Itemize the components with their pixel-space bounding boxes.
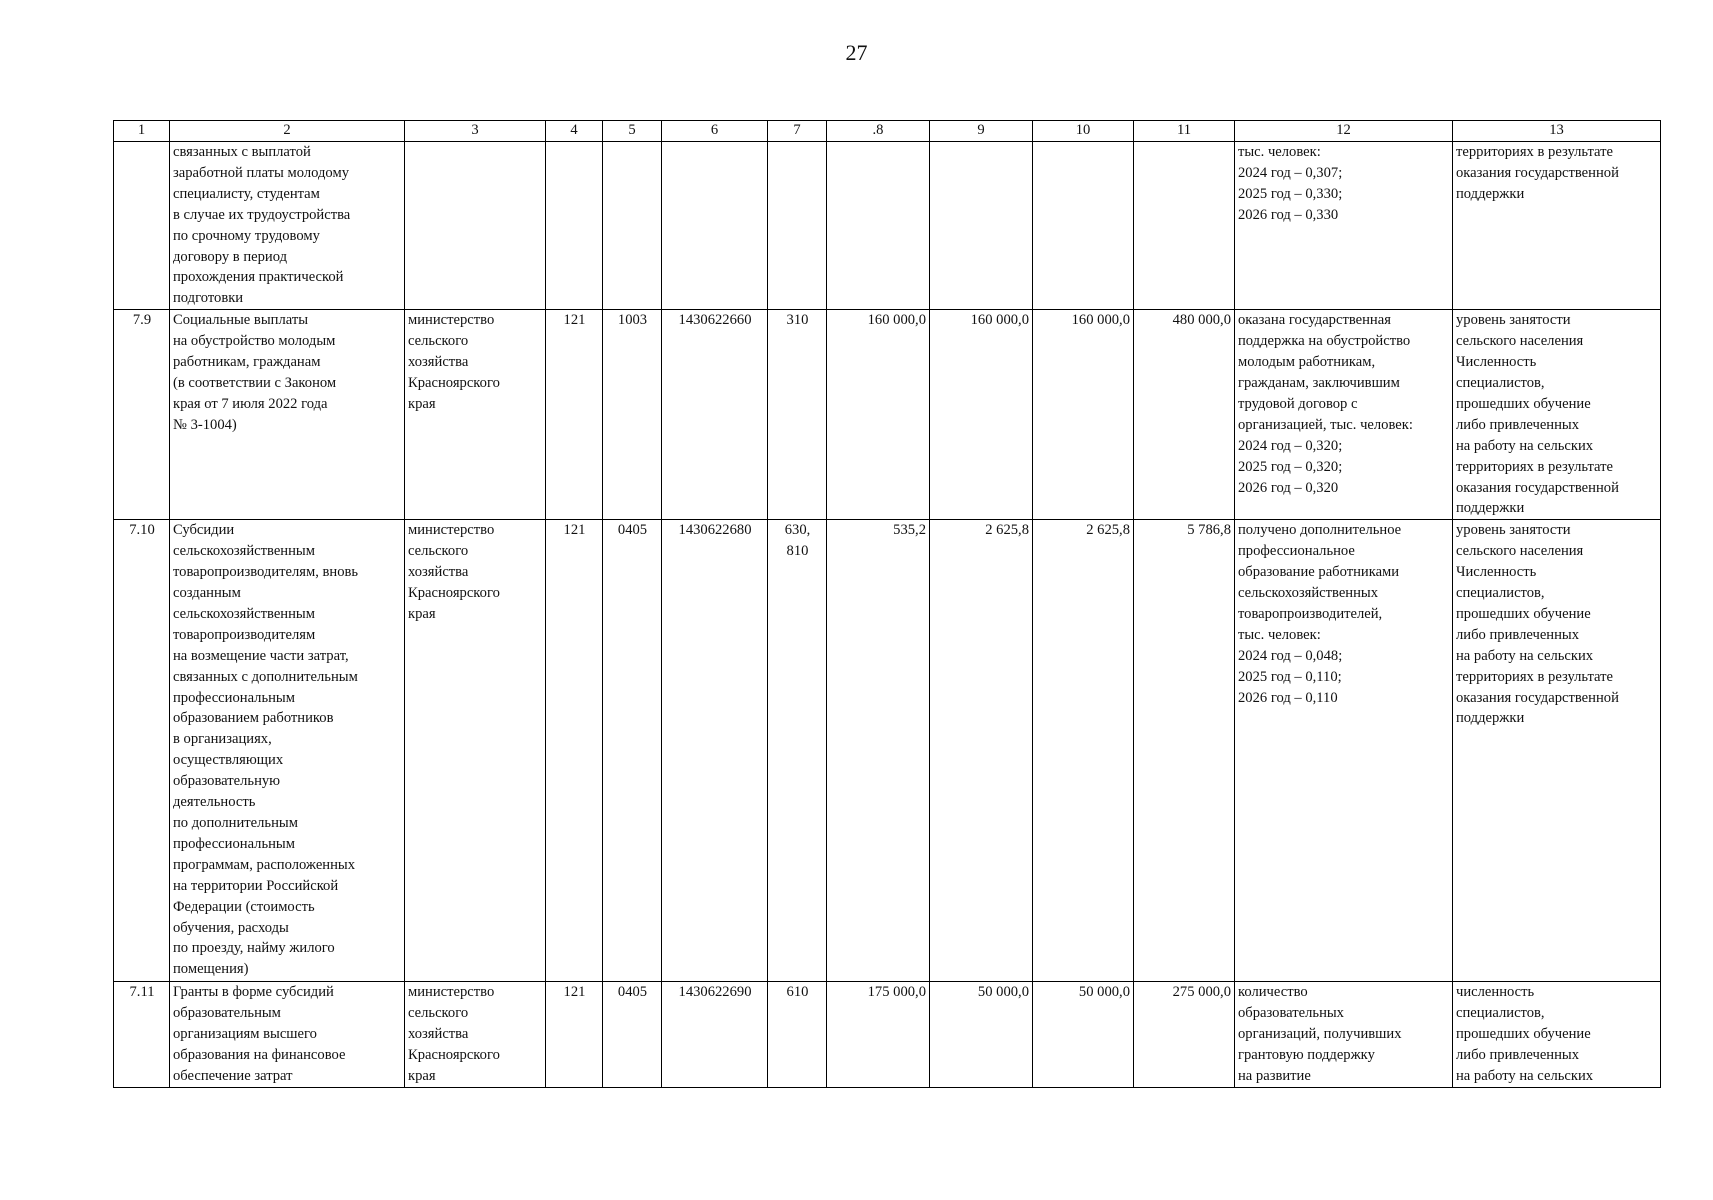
amount-2026 — [1033, 142, 1134, 310]
executor: министерство сельского хозяйства Красноярского края — [405, 982, 546, 1088]
amount-2024: 175 000,0 — [827, 982, 930, 1088]
expected-result: получено дополнительное профессиональное образование работниками сельскохозяйственных товаропроизводителей, тыс. человек: 2024 год – 0,048; 2025 год – 0,110; 2026 год – 0,110 — [1235, 520, 1453, 982]
indicator: численность специалистов, прошедших обучение либо привлеченных на работу на сельских — [1453, 982, 1661, 1088]
executor — [405, 142, 546, 310]
table-header — [114, 121, 1661, 142]
header-cell-10: 10 — [1033, 121, 1134, 142]
header-cell-3: 3 — [405, 121, 546, 142]
header-row — [114, 121, 1661, 142]
executor: министерство сельского хозяйства Красноярского края — [405, 520, 546, 982]
page-number: 27 — [845, 40, 868, 65]
row-number: 7.9 — [114, 310, 170, 520]
grbs-code: 121 — [546, 520, 603, 982]
csr-code: 1430622690 — [662, 982, 768, 1088]
table-row — [114, 520, 1661, 982]
header-cell-2: 2 — [170, 121, 405, 142]
grbs-code: 121 — [546, 310, 603, 520]
amount-total: 275 000,0 — [1134, 982, 1235, 1088]
indicator: территориях в результате оказания государственной поддержки — [1453, 142, 1661, 310]
rzpr-code: 0405 — [603, 982, 662, 1088]
rzpr-code: 1003 — [603, 310, 662, 520]
amount-2024 — [827, 142, 930, 310]
amount-2025: 2 625,8 — [930, 520, 1033, 982]
amount-total — [1134, 142, 1235, 310]
row-number: 7.11 — [114, 982, 170, 1088]
header-cell-9: 9 — [930, 121, 1033, 142]
header-cell-5: 5 — [603, 121, 662, 142]
amount-2026: 50 000,0 — [1033, 982, 1134, 1088]
amount-2025: 160 000,0 — [930, 310, 1033, 520]
header-cell-12: 12 — [1235, 121, 1453, 142]
csr-code — [662, 142, 768, 310]
vr-code: 610 — [768, 982, 827, 1088]
expected-result: количество образовательных организаций, получивших грантовую поддержку на развитие — [1235, 982, 1453, 1088]
amount-2025: 50 000,0 — [930, 982, 1033, 1088]
vr-code: 630, 810 — [768, 520, 827, 982]
amount-total: 480 000,0 — [1134, 310, 1235, 520]
rzpr-code: 0405 — [603, 520, 662, 982]
csr-code: 1430622660 — [662, 310, 768, 520]
indicator: уровень занятости сельского населения Численность специалистов, прошедших обучение либо привлеченных на работу на сельских территориях в результате оказания государственной поддержки — [1453, 520, 1661, 982]
measure-name: Социальные выплаты на обустройство молодым работникам, гражданам (в соответствии с Законом края от 7 июля 2022 года № 3-1004) — [170, 310, 405, 520]
measure-name: Субсидии сельскохозяйственным товаропроизводителям, вновь созданным сельскохозяйственным товаропроизводителям на возмещение части затрат, связанных с дополнительным профессиональным образованием работников в организациях, осуществляющих образовательную деятельность по дополнительным профессиональным программам, расположенных на территории Российской Федерации (стоимость обучения, расходы по проезду, найму жилого помещения) — [170, 520, 405, 982]
grbs-code: 121 — [546, 982, 603, 1088]
header-cell-13: 13 — [1453, 121, 1661, 142]
header-cell-11: 11 — [1134, 121, 1235, 142]
amount-2024: 160 000,0 — [827, 310, 930, 520]
rzpr-code — [603, 142, 662, 310]
program-measures-table — [113, 120, 1661, 1088]
header-cell-8: .8 — [827, 121, 930, 142]
executor: министерство сельского хозяйства Красноярского края — [405, 310, 546, 520]
header-cell-1: 1 — [114, 121, 170, 142]
expected-result: оказана государственная поддержка на обустройство молодым работникам, гражданам, заключившим трудовой договор с организацией, тыс. человек: 2024 год – 0,320; 2025 год – 0,320; 2026 год – 0,320 — [1235, 310, 1453, 520]
amount-2026: 160 000,0 — [1033, 310, 1134, 520]
measure-name: Гранты в форме субсидий образовательным организациям высшего образования на финансовое обеспечение затрат — [170, 982, 405, 1088]
amount-2025 — [930, 142, 1033, 310]
header-cell-7: 7 — [768, 121, 827, 142]
row-number: 7.10 — [114, 520, 170, 982]
table-row — [114, 310, 1661, 520]
indicator: уровень занятости сельского населения Численность специалистов, прошедших обучение либо привлеченных на работу на сельских территориях в результате оказания государственной поддержки — [1453, 310, 1661, 520]
vr-code: 310 — [768, 310, 827, 520]
table-row — [114, 982, 1661, 1088]
header-cell-4: 4 — [546, 121, 603, 142]
vr-code — [768, 142, 827, 310]
expected-result: тыс. человек: 2024 год – 0,307; 2025 год – 0,330; 2026 год – 0,330 — [1235, 142, 1453, 310]
row-number — [114, 142, 170, 310]
table-row — [114, 142, 1661, 310]
header-cell-6: 6 — [662, 121, 768, 142]
grbs-code — [546, 142, 603, 310]
table-body — [114, 142, 1661, 1088]
amount-2024: 535,2 — [827, 520, 930, 982]
csr-code: 1430622680 — [662, 520, 768, 982]
measure-name: связанных с выплатой заработной платы молодому специалисту, студентам в случае их трудоустройства по срочному трудовому договору в период прохождения практической подготовки — [170, 142, 405, 310]
amount-total: 5 786,8 — [1134, 520, 1235, 982]
amount-2026: 2 625,8 — [1033, 520, 1134, 982]
